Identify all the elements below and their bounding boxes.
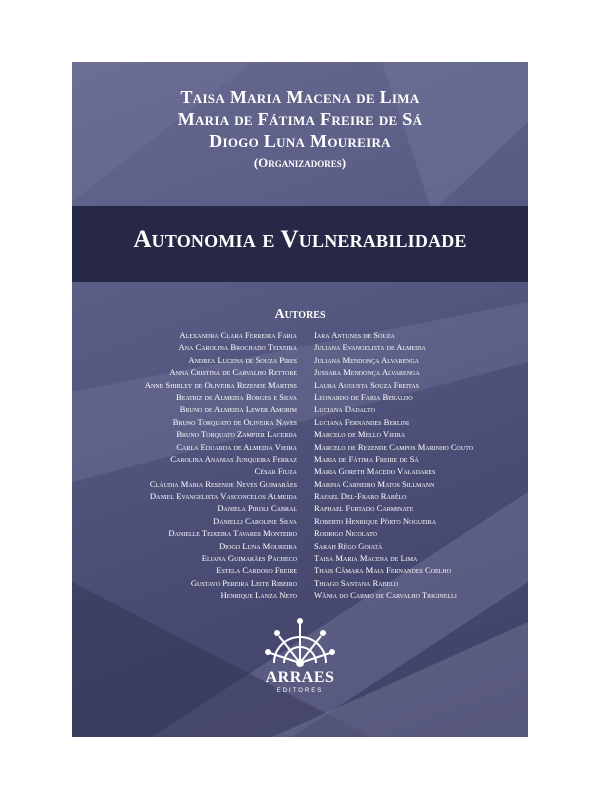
author-name: Thiago Santana Rabelo [314,577,399,588]
author-name: Daniela Piroli Cabral [217,503,297,514]
author-name: Leonardo de Faria Beraldo [314,391,413,402]
publisher-subtitle: EDITORES [276,688,324,694]
author-name: Luciana Fernandes Berlini [314,416,410,427]
author-name: Iara Antunes de Souza [314,330,395,340]
author-name: Laura Augusta Souza Freitas [314,379,420,390]
author-name: Ana Carolina Brochado Teixeira [178,342,297,353]
author-name: Rodrigo Nicolato [314,528,377,539]
author-name: Taisa Maria Macena de Lima [314,553,418,564]
organizer-name: Diogo Luna Moureira [209,131,391,151]
author-name: Juliana Mendonça Alvarenga [314,354,420,365]
author-name: Marcelo de Mello Vieira [314,429,406,440]
author-name: Maria de Fátima Freire de Sá [314,453,419,464]
author-name: Anna Cristina de Carvalho Rettore [169,367,297,378]
author-name: Roberto Henrique Pôrto Nogueira [314,515,437,526]
author-name: Thais Câmara Maia Fernandes Coelho [314,565,452,576]
author-name: Bruno de Almeida Lewer Amorim [179,404,297,415]
author-name: César Fiuza [254,466,297,477]
author-name: Sarah Rêgo Goiatá [314,540,383,551]
author-name: Wânia do Carmo de Carvalho Triginelli [314,590,457,601]
author-name: Daniel Evangelista Vasconcelos Almeida [149,491,297,502]
author-name: Carla Eduarda de Almeida Vieira [176,441,297,452]
organizers-role: (Organizadores) [253,155,347,170]
publisher-name: ARRAES [265,669,335,686]
author-name: Estela Cardoso Freire [216,565,297,576]
author-name: Bruno Torquato de Oliveira Naves [172,416,297,427]
organizer-name: Taisa Maria Macena de Lima [180,87,420,107]
author-name: Alexandra Clara Ferreira Faria [179,330,297,340]
author-name: Henrique Lanza Neto [220,590,297,601]
author-name: Jussara Mendonça Alvarenga [314,367,420,378]
author-name: Diogo Luna Moureira [218,540,297,551]
organizers-block [72,86,528,172]
author-name: Luciana Dadalto [314,404,375,415]
authors-list-right [314,329,473,602]
author-name: Andrea Lucena de Souza Pires [188,354,297,365]
authors-heading: Autores [274,307,326,322]
author-name: Anne Shirley de Oliveira Rezende Martins [144,379,297,390]
author-name: Rafael Del-Fraro Rabêlo [314,491,407,502]
author-name: Danielli Caroline Silva [212,515,297,526]
title-band [72,206,528,282]
author-name: Raphael Furtado Carminate [314,503,414,514]
organizer-name: Maria de Fátima Freire de Sá [177,109,423,129]
author-name: Eliana Guimarães Pacheco [201,553,297,564]
author-name: Bruno Torquato Zampier Lacerda [176,429,297,440]
book-cover [72,62,528,737]
author-name: Marcelo de Rezende Campos Marinho Couto [314,441,474,452]
book-title: Autonomia e Vulnerabilidade [133,226,467,253]
author-name: Danielle Teixeira Tavares Monteiro [168,528,297,539]
author-name: Maria Goreth Macedo Valadares [314,466,436,477]
author-name: Gustavo Pereira Leite Ribeiro [190,577,297,588]
author-name: Beatriz de Almeida Borges e Silva [175,391,297,402]
author-name: Carolina Ananias Junqueira Ferraz [170,453,297,464]
author-name: Cláudia Maria Resende Neves Guimarães [149,478,297,489]
authors-list-left [145,329,297,602]
author-name: Marina Carneiro Matos Sillmann [314,478,435,489]
author-name: Juliana Evangelista de Almeida [314,342,426,353]
